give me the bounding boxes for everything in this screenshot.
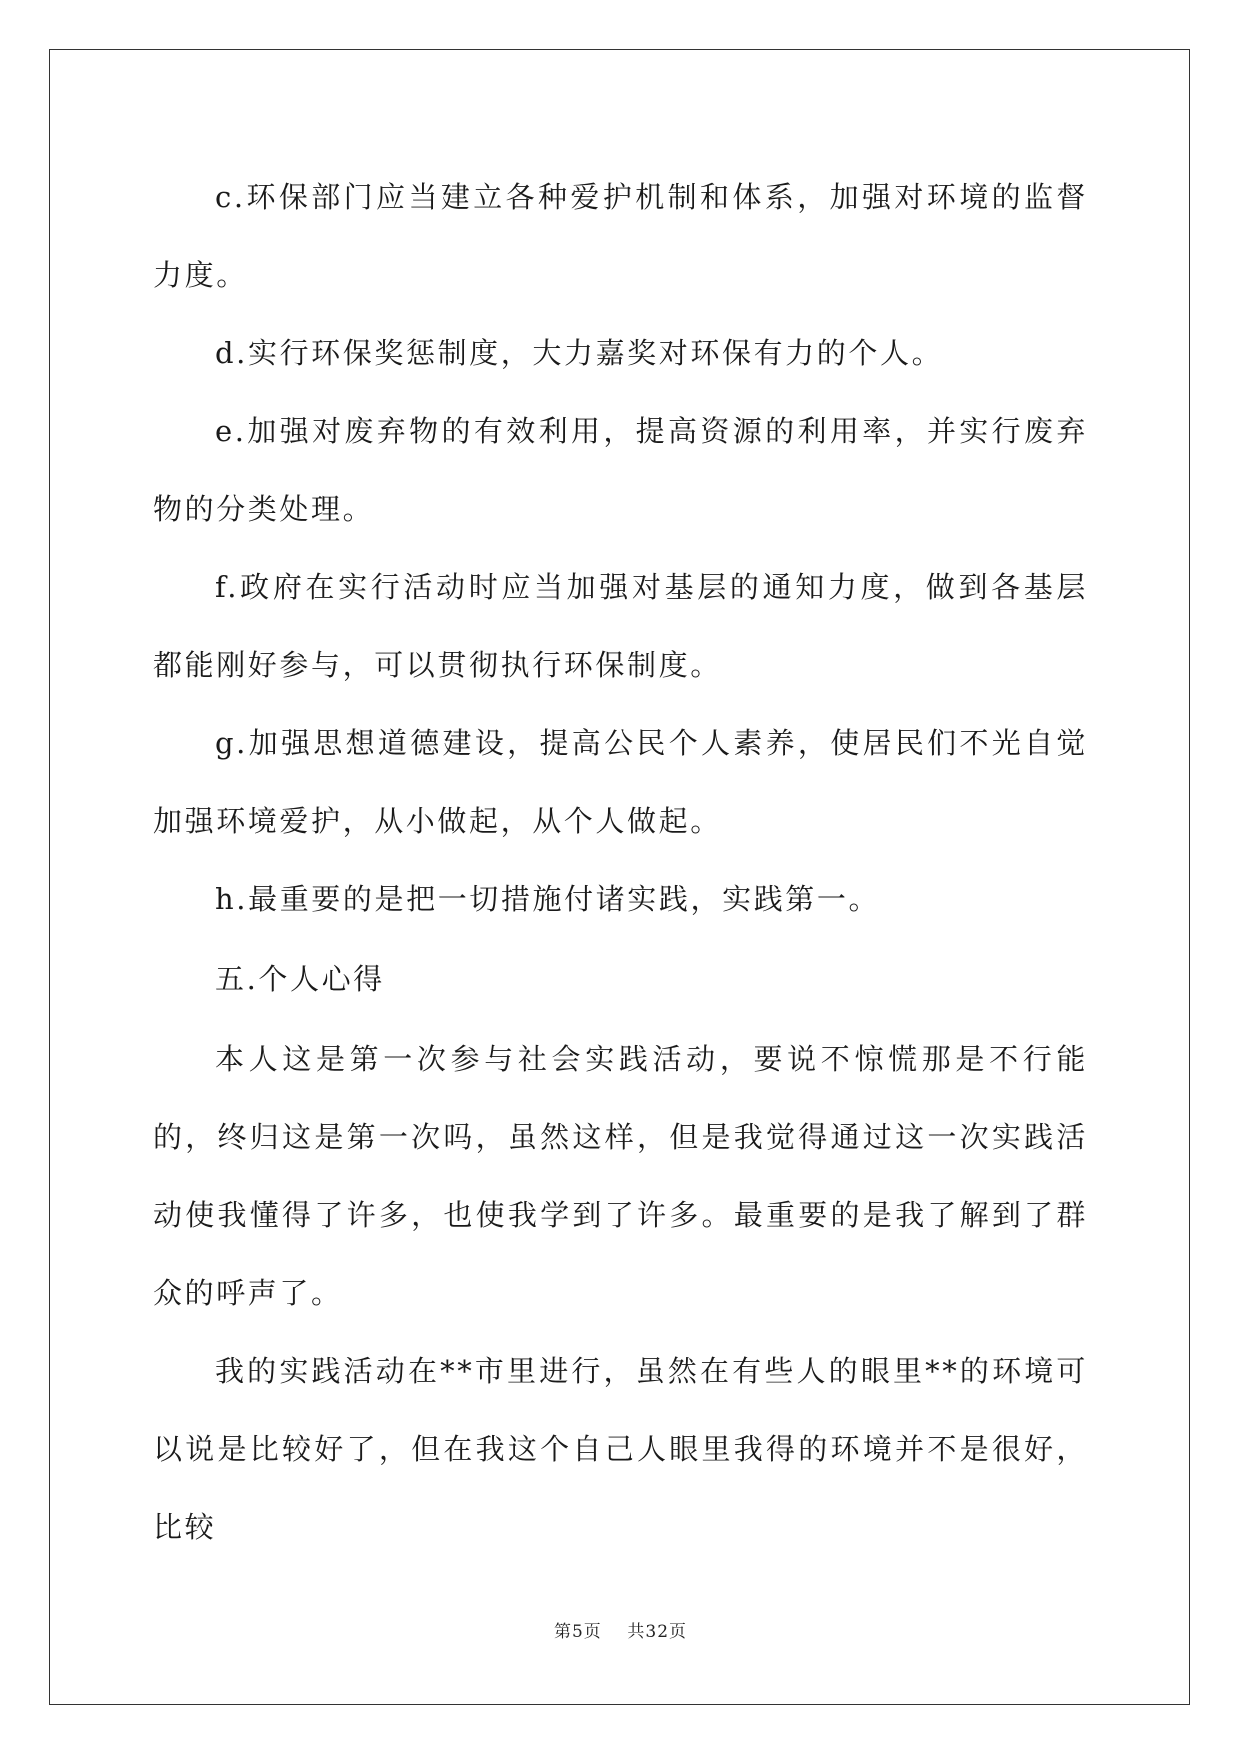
paragraph-item-f: f.政府在实行活动时应当加强对基层的通知力度，做到各基层都能刚好参与，可以贯彻执行环保制度。: [153, 570, 1088, 682]
page-footer: [0, 1617, 1241, 1642]
paragraph-personal-experience-1: 本人这是第一次参与社会实践活动，要说不惊慌那是不行能的，终归这是第一次吗，虽然这样，但是我觉得通过这一次实践活动使我懂得了许多，也使我学到了许多。最重要的是我了解到了群众的呼声了。: [153, 1042, 1088, 1310]
paragraph-item-c: c.环保部门应当建立各种爱护机制和体系，加强对环境的监督力度。: [153, 180, 1088, 292]
paragraph-item-e: e.加强对废弃物的有效利用，提高资源的利用率，并实行废弃物的分类处理。: [153, 414, 1088, 526]
paragraph-item-g: g.加强思想道德建设，提高公民个人素养，使居民们不光自觉加强环境爱护，从小做起，从个人做起。: [153, 726, 1088, 838]
section-heading-personal-experience: 五.个人心得: [215, 962, 385, 996]
paragraph-item-d: d.实行环保奖惩制度，大力嘉奖对环保有力的个人。: [215, 336, 944, 370]
paragraph-personal-experience-2: 我的实践活动在**市里进行，虽然在有些人的眼里**的环境可以说是比较好了，但在我这个自己人眼里我得的环境并不是很好，比较: [153, 1354, 1088, 1544]
page-number: 第5页: [553, 1622, 602, 1642]
document-body: [153, 158, 1088, 1566]
paragraph-item-h: h.最重要的是把一切措施付诸实践，实践第一。: [215, 882, 881, 916]
page-total: 共32页: [627, 1622, 688, 1642]
